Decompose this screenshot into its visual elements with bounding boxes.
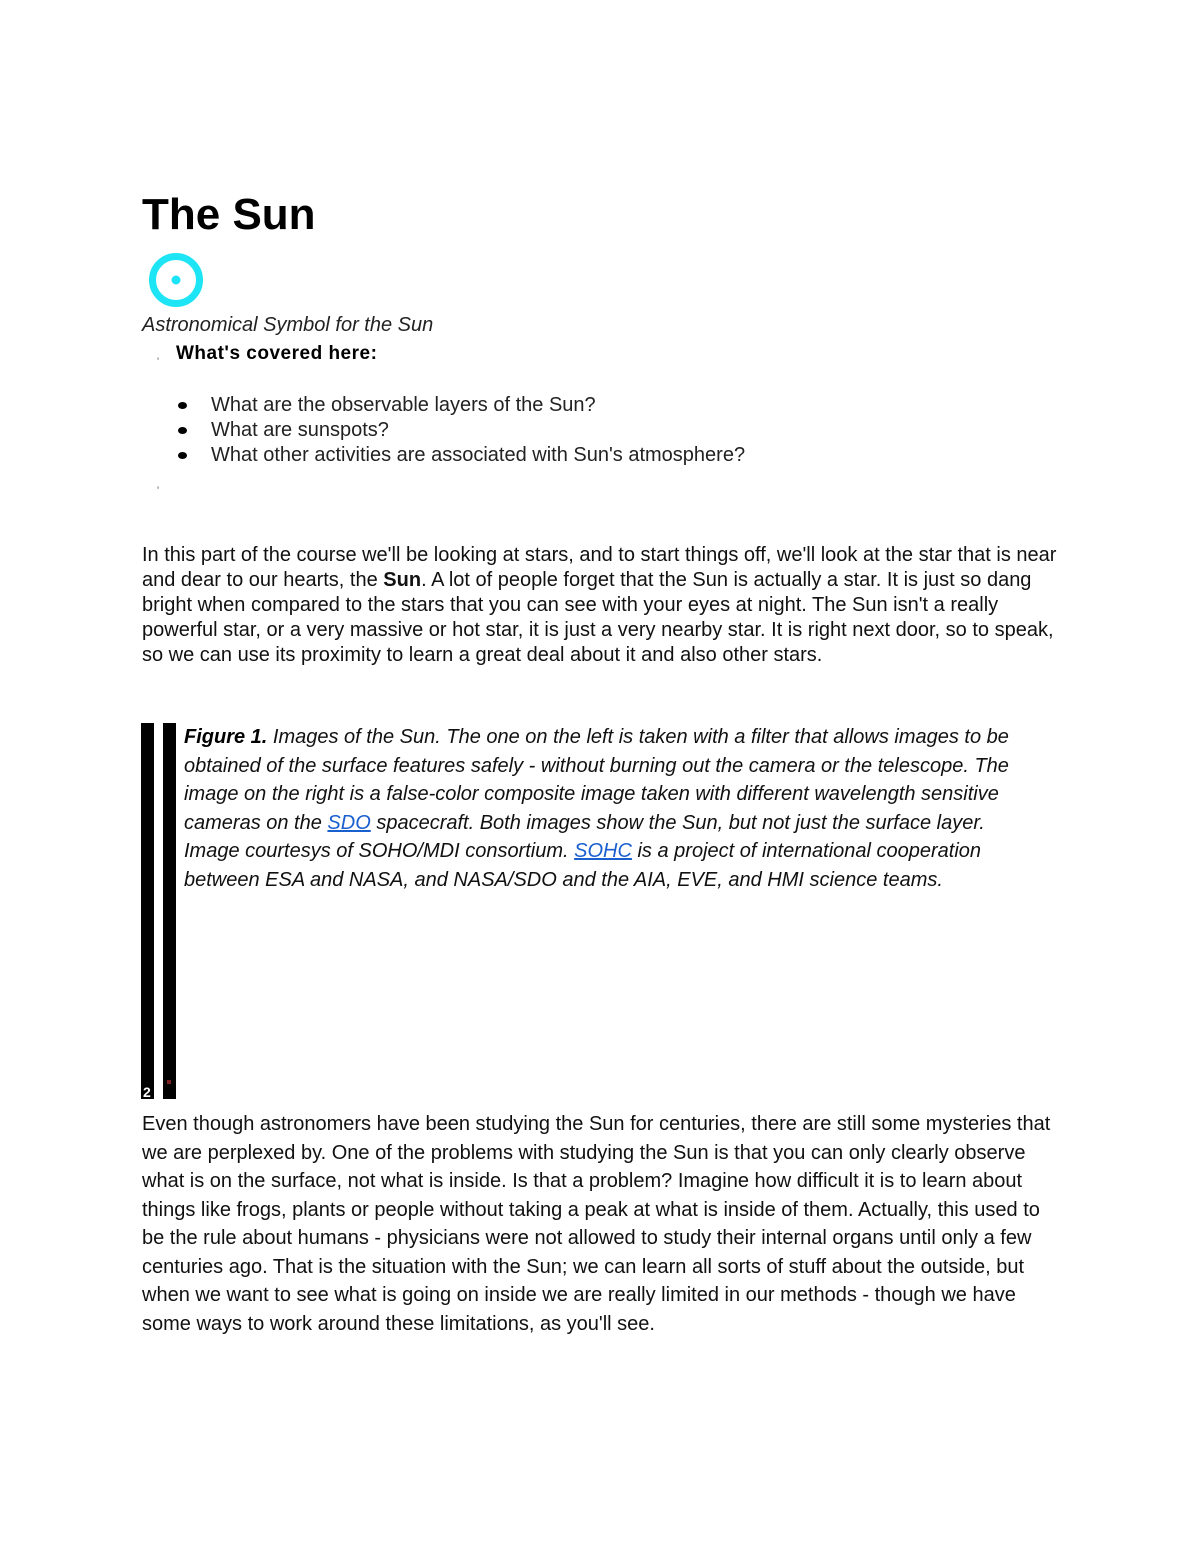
figure-image-right — [163, 723, 176, 1099]
figure-image-left — [141, 723, 154, 1099]
covered-list — [176, 393, 745, 468]
figure-image-detail — [167, 1080, 171, 1084]
sun-symbol-icon — [148, 252, 204, 308]
symbol-caption: Astronomical Symbol for the Sun — [142, 314, 434, 336]
list-item — [176, 418, 745, 443]
figure-text-2: spacecraft. Both images show the Sun, but not just the surface layer. Image courtesys of SOHO/MDI consortium. — [184, 811, 985, 862]
list-end-mark: ' — [157, 485, 160, 497]
list-item-text: What are the observable layers of the Sun? — [211, 394, 596, 416]
list-item-text: What other activities are associated with Sun's atmosphere? — [211, 444, 746, 466]
sdo-link[interactable]: SDO — [327, 811, 371, 834]
intro-paragraph — [142, 543, 1072, 668]
figure-text-3: is a project of international cooperation between ESA and NASA, and NASA/SDO and the AIA, EVE, and HMI science teams. — [184, 840, 982, 891]
list-start-mark: ' — [157, 356, 160, 368]
bullet-icon — [178, 452, 187, 459]
figure-label: Figure 1. — [184, 726, 268, 748]
intro-text-after: . A lot of people forget that the Sun is actually a star. It is just so dang bright when compared to the stars that you can see with your eyes at night. The Sun isn't a really powerful star, or a very massive or hot star, it is just a very nearby star. It is right next door, so to speak, so we can use its proximity to learn a great deal about it and also other stars. — [142, 569, 1054, 666]
page-title: The Sun — [142, 190, 316, 239]
intro-bold-sun: Sun — [383, 569, 422, 591]
list-item — [176, 393, 745, 418]
figure-marker: 2 — [143, 1084, 151, 1100]
list-item — [176, 443, 745, 468]
figure-caption — [184, 723, 1044, 894]
bullet-icon — [178, 427, 187, 434]
figure-text-1: Images of the Sun. The one on the left is taken with a filter that allows images to be obtained of the surface features safely - without burning out the camera or the telescope. The image on the right is a false-color composite image taken with different wavelength sensitive cameras on the — [184, 726, 1009, 834]
mysteries-paragraph: Even though astronomers have been studying the Sun for centuries, there are still some mysteries that we are perplexed by. One of the problems with studying the Sun is that you can only clearly observe what is on the surface, not what is inside. Is that a problem? Imagine how difficult it is to learn about things like frogs, plants or people without taking a peak at what is inside of them. Actually, this used to be the rule about humans - physicians were not allowed to study their internal organs until only a few centuries ago. That is the situation with the Sun; we can learn all sorts of stuff about the outside, but when we want to see what is going on inside we are really limited in our methods - though we have some ways to work around these limitations, as you'll see. — [142, 1113, 1051, 1335]
covered-heading: What's covered here: — [176, 343, 378, 364]
bullet-icon — [178, 402, 187, 409]
list-item-text: What are sunspots? — [211, 419, 389, 441]
soho-link[interactable]: SOHC — [574, 840, 632, 862]
intro-text-before: In this part of the course we'll be looking at stars, and to start things off, we'll look at the star that is near and dear to our hearts, the — [142, 544, 1057, 591]
